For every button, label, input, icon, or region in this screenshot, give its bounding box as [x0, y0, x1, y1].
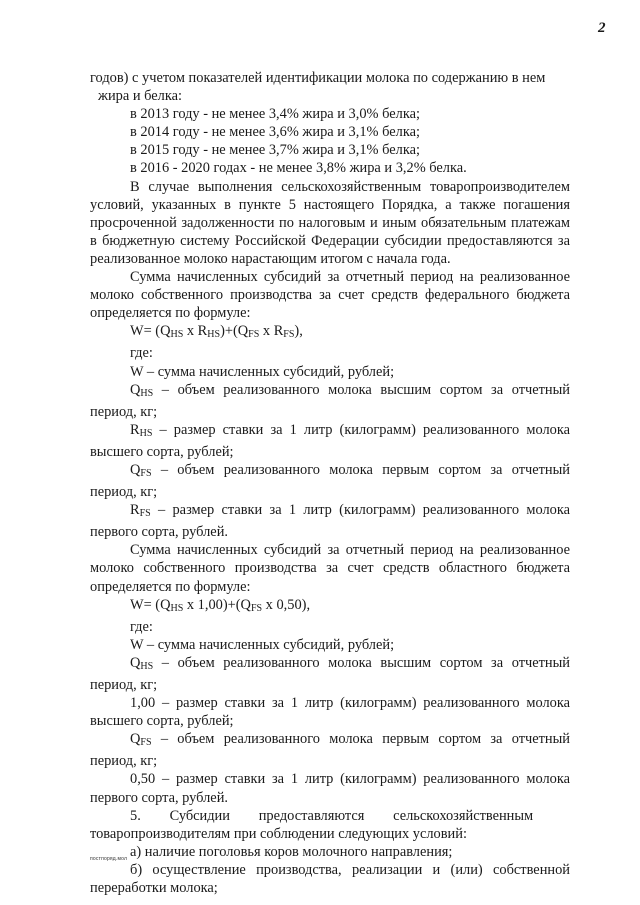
- condition-b: б) осуществление производства, реализации и (или) собственной переработки молока;: [90, 861, 570, 897]
- section-5-heading: 5. Субсидии предоставляются сельскохозяйственным: [130, 807, 534, 824]
- condition-paragraph: В случае выполнения сельскохозяйственным товаропроизводителем условий, указанных в пункте 5 настоящего Порядка, а также погашения просроченной задолженности по налоговым и иным обязательным платежам в бюджетную систему Российской Федерации субсидии предоставляются за реализованное молоко нарастающим итогом с начала года.: [90, 178, 570, 267]
- definition-qhs: $Q_{HS}$ – объем реализованного молока высшим сортом за отчетный период, кг;: [90, 654, 570, 693]
- regional-intro: Сумма начисленных субсидий за отчетный период на реализованное молоко собственного производства за счет средств областного бюджета определяется по формуле:: [90, 542, 570, 595]
- where-label: где:: [130, 345, 153, 362]
- federal-intro: Сумма начисленных субсидий за отчетный период на реализованное молоко собственного производства за счет средств федерального бюджета определяется по формуле:: [90, 269, 570, 322]
- year-item: в 2015 году - не менее 3,7% жира и 3,1% белка;: [130, 142, 420, 159]
- section-5-heading-cont: товаропроизводителям при соблюдении следующих условий:: [90, 825, 467, 842]
- definition-rate-2: 0,50 – размер ставки за 1 литр (килограмм) реализованного молока первого сорта, рублей.: [90, 771, 570, 806]
- definition-w: W – сумма начисленных субсидий, рублей;: [130, 363, 395, 380]
- intro-line: годов) с учетом показателей идентификации молока по содержанию в нем: [90, 70, 546, 86]
- year-item: в 2014 году - не менее 3,6% жира и 3,1% белка;: [130, 124, 420, 141]
- definition-rhs: $R_{HS}$ – размер ставки за 1 литр (килограмм) реализованного молока высшего сорта, рублей;: [90, 421, 570, 460]
- definition-qfs: $Q_{FS}$ – объем реализованного молока первым сортом за отчетный период, кг;: [90, 731, 570, 770]
- document-body: [90, 69, 570, 897]
- year-item: в 2016 - 2020 годах - не менее 3,8% жира и 3,2% белка.: [130, 160, 467, 177]
- year-item: в 2013 году - не менее 3,4% жира и 3,0% белка;: [130, 106, 420, 123]
- definition-rate-1: 1,00 – размер ставки за 1 литр (килограмм) реализованного молока высшего сорта, рублей;: [90, 695, 570, 730]
- page-number: 2: [598, 20, 606, 36]
- definition-qhs: $Q_{HS}$ – объем реализованного молока высшим сортом за отчетный период, кг;: [90, 381, 570, 420]
- federal-formula: $W= (Q_{HS}$ x $R_{HS})+(Q_{FS}$ x $R_{FS}$),: [130, 323, 303, 341]
- condition-a: а) наличие поголовья коров молочного направления;: [130, 843, 453, 860]
- intro-line: жира и белка:: [98, 88, 182, 105]
- definition-w: W – сумма начисленных субсидий, рублей;: [130, 636, 395, 653]
- definition-qfs: $Q_{FS}$ – объем реализованного молока первым сортом за отчетный период, кг;: [90, 461, 570, 501]
- regional-formula: $W= (Q_{HS}$ x $1,00)+(Q_{FS}$ x 0,50),: [130, 596, 311, 614]
- footer-filename: постпоряд.мол: [90, 856, 128, 862]
- where-label: где:: [130, 618, 153, 635]
- definition-rfs: $R_{FS}$ – размер ставки за 1 литр (килограмм) реализованного молока первого сорта, рублей.: [90, 502, 570, 541]
